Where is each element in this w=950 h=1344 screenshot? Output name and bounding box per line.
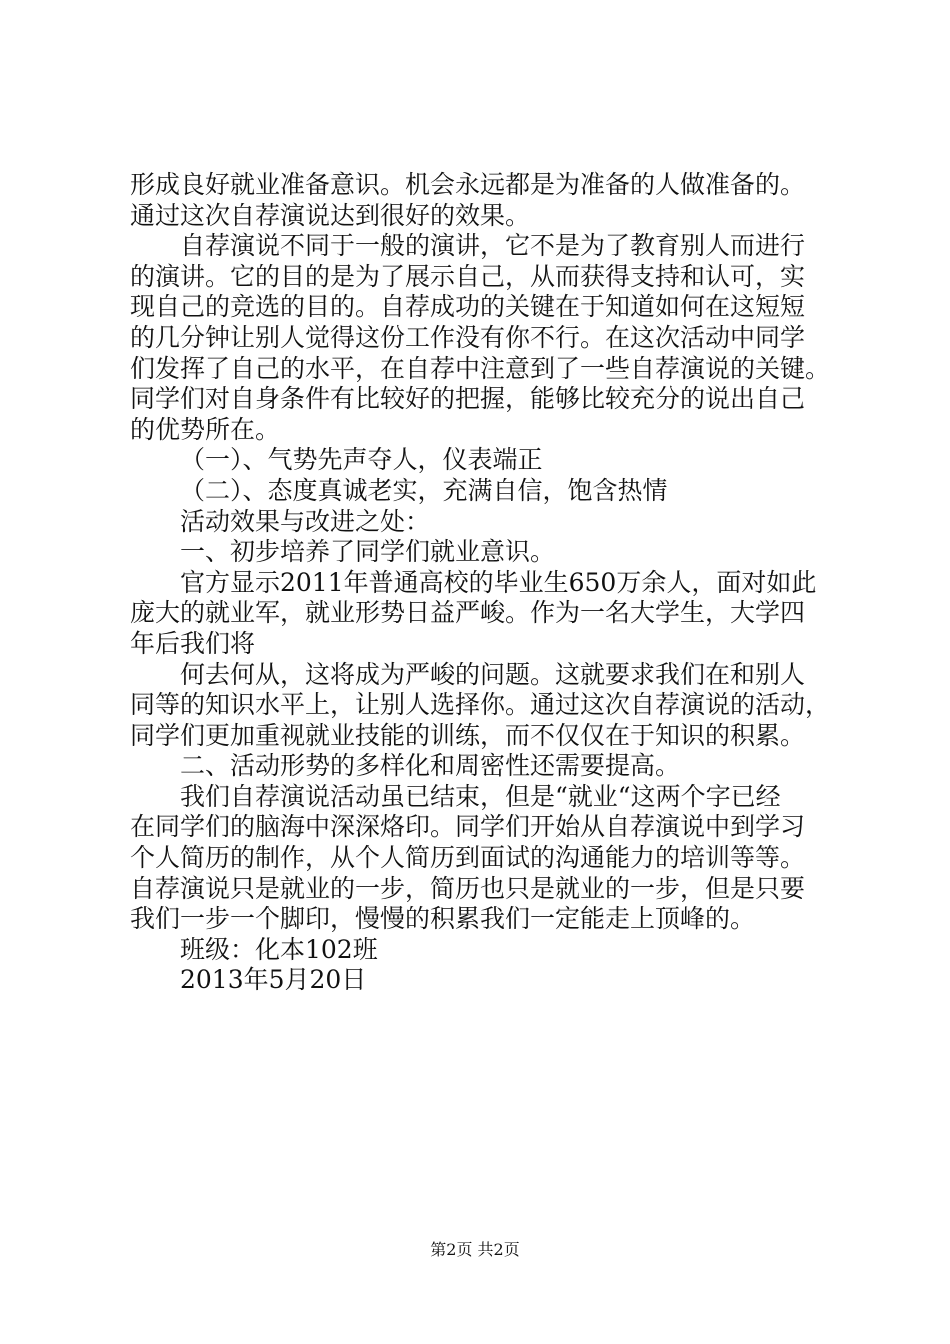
text-line: 班级：化本102班 bbox=[180, 934, 378, 964]
text-line: （一）、气势先声夺人，仪表端正 bbox=[180, 445, 543, 475]
document-body bbox=[130, 170, 850, 996]
text-line: 同学们更加重视就业技能的训练，而不仅仅在于知识的积累。 bbox=[130, 720, 806, 750]
text-line: 在同学们的脑海中深深烙印。同学们开始从自荐演说中到学习 bbox=[130, 812, 806, 842]
text-line: 现自己的竞选的目的。自荐成功的关键在于知道如何在这短短 bbox=[130, 292, 806, 322]
text-line: 官方显示2011年普通高校的毕业生650万余人，面对如此 bbox=[180, 567, 817, 597]
text-line: 2013年5月20日 bbox=[180, 965, 367, 995]
page-number: 第2页 共2页 bbox=[430, 1240, 520, 1259]
text-line: 一、初步培养了同学们就业意识。 bbox=[180, 537, 556, 567]
text-line: 形成良好就业准备意识。机会永远都是为准备的人做准备的。 bbox=[130, 170, 806, 199]
text-line: 的几分钟让别人觉得这份工作没有你不行。在这次活动中同学 bbox=[130, 322, 806, 352]
text-line: 同等的知识水平上，让别人选择你。通过这次自荐演说的活动， bbox=[130, 690, 831, 720]
text-line: 我们一步一个脚印，慢慢的积累我们一定能走上顶峰的。 bbox=[130, 904, 756, 934]
text-line: 活动效果与改进之处： bbox=[180, 506, 431, 536]
text-line: 自荐演说不同于一般的演讲，它不是为了教育别人而进行 bbox=[180, 231, 806, 261]
text-line: 的优势所在。 bbox=[130, 414, 281, 444]
text-line: 我们自荐演说活动虽已结束，但是“就业“这两个字已经 bbox=[180, 781, 781, 811]
text-line: 自荐演说只是就业的一步，简历也只是就业的一步，但是只要 bbox=[130, 873, 806, 903]
text-line: 年后我们将 bbox=[130, 628, 256, 658]
text-line: 们发挥了自己的水平，在自荐中注意到了一些自荐演说的关键。 bbox=[130, 353, 831, 383]
text-line: 二、活动形势的多样化和周密性还需要提高。 bbox=[180, 751, 681, 781]
text-line: 庞大的就业军，就业形势日益严峻。作为一名大学生，大学四 bbox=[130, 598, 806, 628]
text-line: 通过这次自荐演说达到很好的效果。 bbox=[130, 200, 531, 230]
text-line: 个人简历的制作，从个人简历到面试的沟通能力的培训等等。 bbox=[130, 843, 806, 873]
page-footer bbox=[0, 1240, 950, 1260]
text-line: 同学们对自身条件有比较好的把握，能够比较充分的说出自己 bbox=[130, 384, 806, 414]
text-line: （二）、态度真诚老实，充满自信，饱含热情 bbox=[180, 475, 668, 505]
text-line: 何去何从，这将成为严峻的问题。这就要求我们在和别人 bbox=[180, 659, 806, 689]
text-line: 的演讲。它的目的是为了展示自己，从而获得支持和认可，实 bbox=[130, 261, 806, 291]
